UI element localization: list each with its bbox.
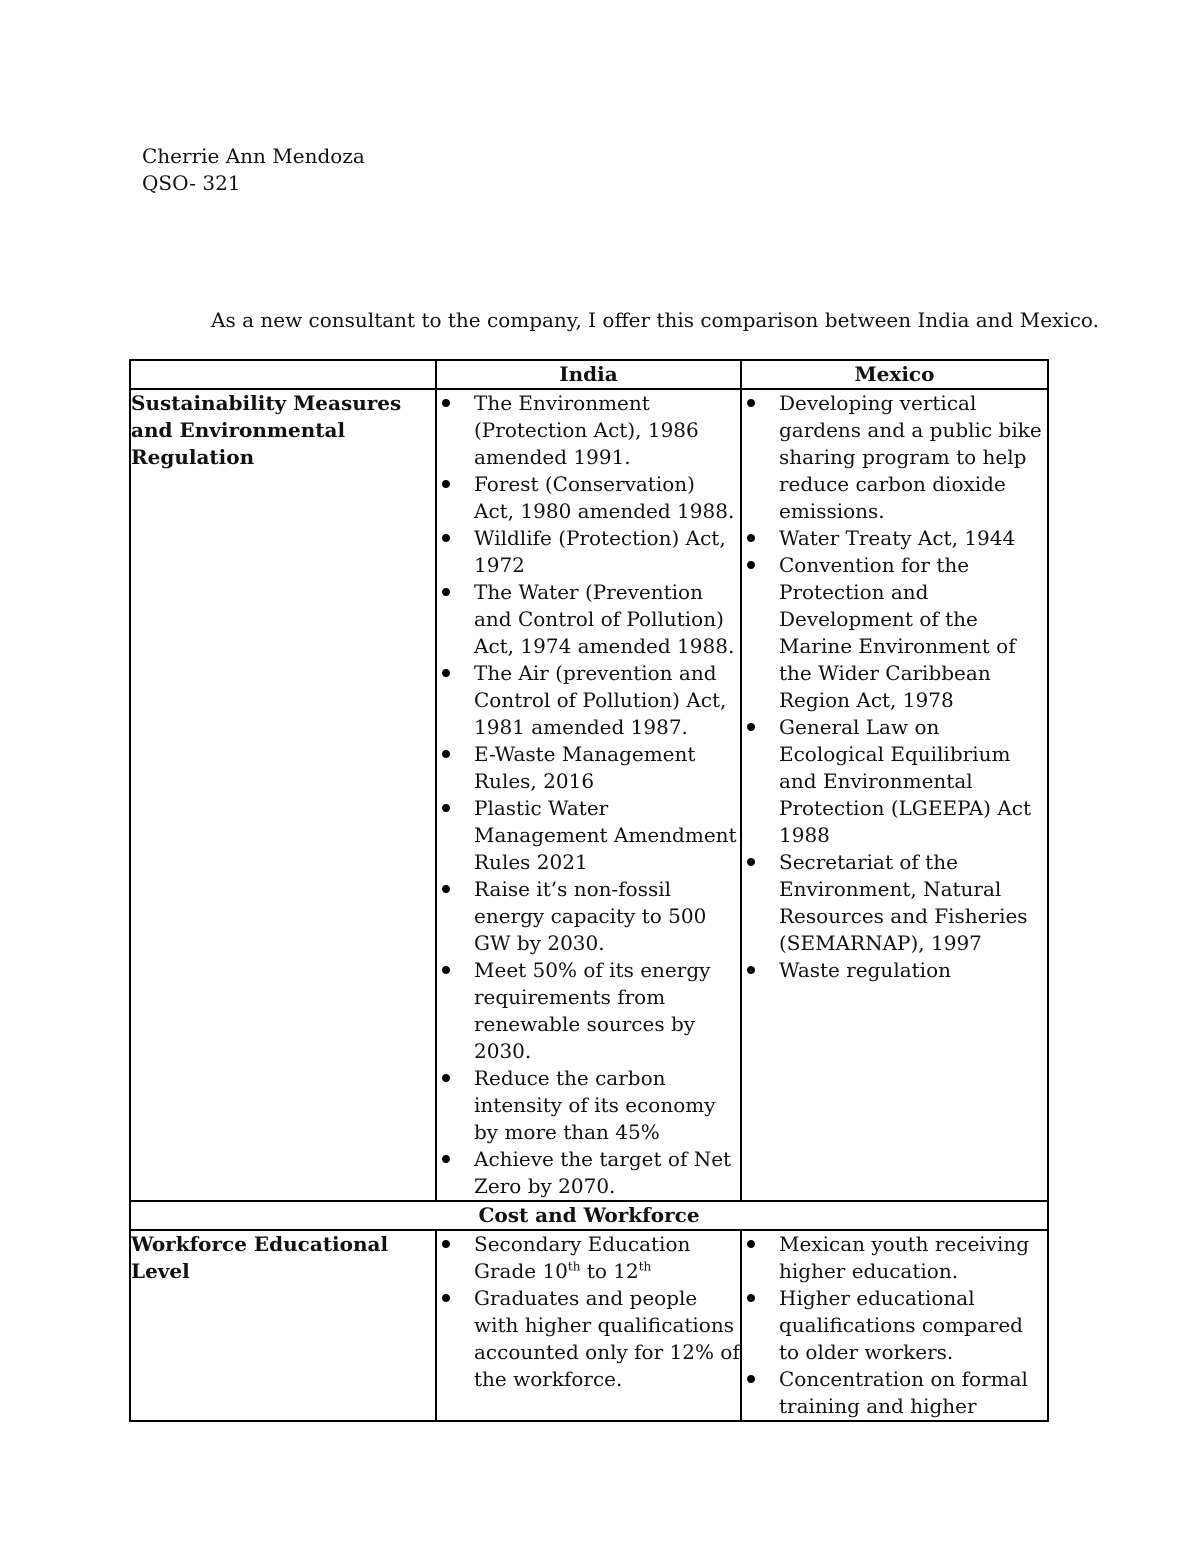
india-workforce-cell xyxy=(436,1230,741,1421)
list-item: The Water (Prevention and Control of Pollution) Act, 1974 amended 1988. xyxy=(437,579,740,660)
author-name: Cherrie Ann Mendoza xyxy=(142,144,365,168)
india-sustainability-list xyxy=(437,390,740,1200)
list-item: Graduates and people with higher qualifications accounted only for 12% of the workforce. xyxy=(437,1285,740,1393)
list-item: Mexican youth receiving higher education. xyxy=(742,1231,1047,1285)
mexico-workforce-list xyxy=(742,1231,1047,1420)
list-item: The Environment (Protection Act), 1986 amended 1991. xyxy=(437,390,740,471)
list-item: The Air (prevention and Control of Pollution) Act, 1981 amended 1987. xyxy=(437,660,740,741)
list-item: Meet 50% of its energy requirements from renewable sources by 2030. xyxy=(437,957,740,1065)
row-label-sustainability: Sustainability Measures and Environmental Regulation xyxy=(130,389,436,1201)
list-item xyxy=(437,1231,740,1285)
list-item: Concentration on formal training and higher xyxy=(742,1366,1047,1420)
list-item: E-Waste Management Rules, 2016 xyxy=(437,741,740,795)
header-india: India xyxy=(436,360,741,389)
india-workforce-list xyxy=(437,1231,740,1393)
ordinal-suffix: th xyxy=(638,1259,652,1274)
list-item: Achieve the target of Net Zero by 2070. xyxy=(437,1146,740,1200)
header-blank xyxy=(130,360,436,389)
intro-paragraph: As a new consultant to the company, I offer this comparison between India and Mexico. xyxy=(211,308,1099,332)
mexico-workforce-cell xyxy=(741,1230,1048,1421)
header-mexico: Mexico xyxy=(741,360,1048,389)
table-header-row xyxy=(130,360,1048,389)
mexico-sustainability-list xyxy=(742,390,1047,984)
list-item: Plastic Water Management Amendment Rules 2021 xyxy=(437,795,740,876)
list-item: Convention for the Protection and Development of the Marine Environment of the Wider Caribbean Region Act, 1978 xyxy=(742,552,1047,714)
table-section-row xyxy=(130,1201,1048,1230)
list-item: Higher educational qualifications compared to older workers. xyxy=(742,1285,1047,1366)
list-item: General Law on Ecological Equilibrium and Environmental Protection (LGEEPA) Act 1988 xyxy=(742,714,1047,849)
list-item: Water Treaty Act, 1944 xyxy=(742,525,1047,552)
list-item: Developing vertical gardens and a public bike sharing program to help reduce carbon dioxide emissions. xyxy=(742,390,1047,525)
section-heading-cost-workforce: Cost and Workforce xyxy=(130,1201,1048,1230)
grade-text-middle: to 12 xyxy=(580,1259,639,1283)
mexico-sustainability-cell xyxy=(741,389,1048,1201)
grade-text: Secondary Education Grade 10 xyxy=(474,1232,691,1283)
comparison-table xyxy=(129,359,1049,1422)
table-row-sustainability xyxy=(130,389,1048,1201)
row-label-workforce: Workforce Educational Level xyxy=(130,1230,436,1421)
ordinal-suffix: th xyxy=(567,1259,581,1274)
course-code: QSO- 321 xyxy=(142,171,241,195)
list-item: Forest (Conservation) Act, 1980 amended 1988. xyxy=(437,471,740,525)
list-item: Raise it’s non-fossil energy capacity to 500 GW by 2030. xyxy=(437,876,740,957)
list-item: Reduce the carbon intensity of its economy by more than 45% xyxy=(437,1065,740,1146)
india-sustainability-cell xyxy=(436,389,741,1201)
list-item: Secretariat of the Environment, Natural Resources and Fisheries (SEMARNAP), 1997 xyxy=(742,849,1047,957)
table-row-workforce xyxy=(130,1230,1048,1421)
list-item: Wildlife (Protection) Act, 1972 xyxy=(437,525,740,579)
list-item: Waste regulation xyxy=(742,957,1047,984)
